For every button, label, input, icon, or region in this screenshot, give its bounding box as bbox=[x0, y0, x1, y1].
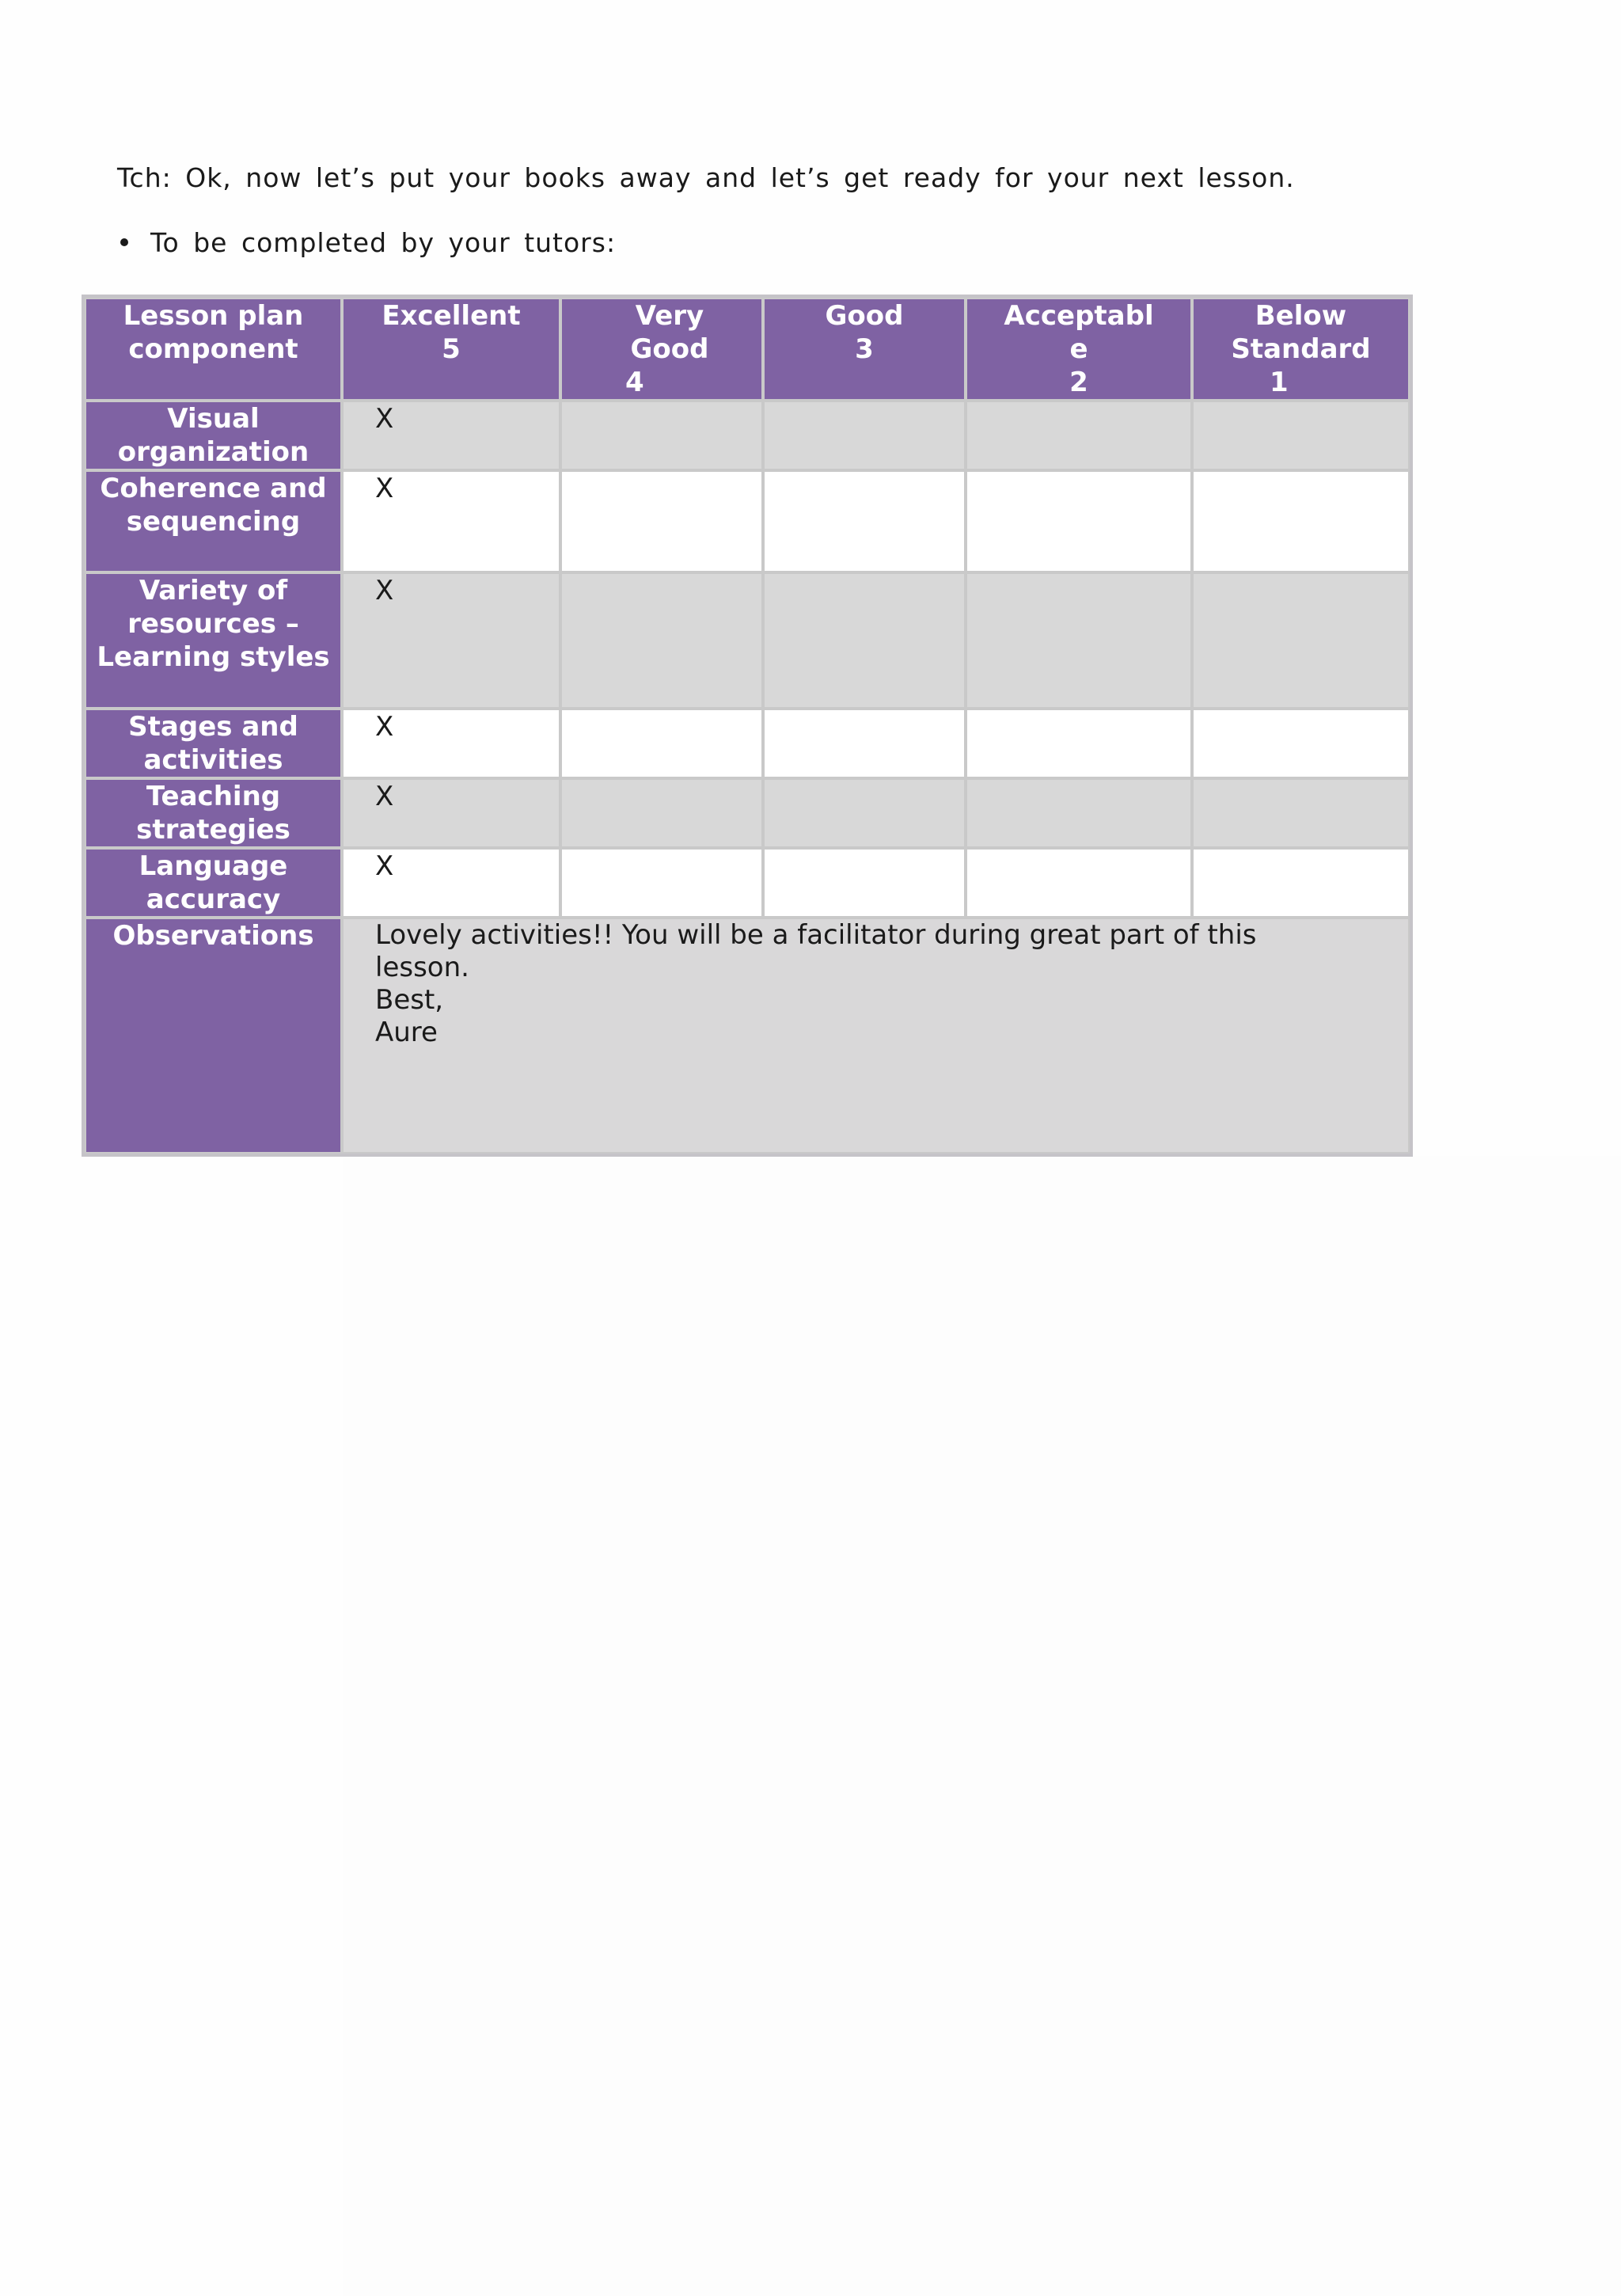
table-row bbox=[85, 470, 1410, 572]
cell-acceptable[interactable] bbox=[966, 401, 1192, 470]
check-mark: X bbox=[375, 575, 394, 606]
check-mark: X bbox=[375, 403, 394, 435]
row-label: Stages and activities bbox=[85, 709, 342, 778]
row-label: Language accuracy bbox=[85, 848, 342, 918]
check-mark: X bbox=[375, 781, 394, 812]
cell-excellent[interactable] bbox=[342, 778, 560, 848]
cell-below-standard[interactable] bbox=[1192, 572, 1410, 709]
observations-row bbox=[85, 918, 1410, 1154]
cell-acceptable[interactable] bbox=[966, 470, 1192, 572]
observation-signature: Aure bbox=[375, 1017, 438, 1048]
bullet-icon bbox=[120, 238, 128, 246]
cell-below-standard[interactable] bbox=[1192, 709, 1410, 778]
table-row bbox=[85, 778, 1410, 848]
cell-good[interactable] bbox=[763, 778, 966, 848]
header-very-good: Very Good 4 bbox=[560, 298, 763, 401]
bullet-text: To be completed by your tutors: bbox=[150, 227, 617, 258]
evaluation-rubric-table bbox=[82, 295, 1413, 1157]
header-acceptable: Acceptabl e 2 bbox=[966, 298, 1192, 401]
cell-good[interactable] bbox=[763, 572, 966, 709]
check-mark: X bbox=[375, 711, 394, 743]
cell-very-good[interactable] bbox=[560, 572, 763, 709]
cell-acceptable[interactable] bbox=[966, 848, 1192, 918]
page-background bbox=[343, 1156, 1621, 2296]
cell-below-standard[interactable] bbox=[1192, 778, 1410, 848]
cell-excellent[interactable] bbox=[342, 572, 560, 709]
cell-below-standard[interactable] bbox=[1192, 470, 1410, 572]
cell-excellent[interactable] bbox=[342, 401, 560, 470]
cell-excellent[interactable] bbox=[342, 848, 560, 918]
cell-acceptable[interactable] bbox=[966, 709, 1192, 778]
header-component: Lesson plan component bbox=[85, 298, 342, 401]
header-below-standard: Below Standard 1 bbox=[1192, 298, 1410, 401]
observation-line: Lovely activities!! You will be a facilitator during great part of this bbox=[375, 919, 1257, 951]
cell-good[interactable] bbox=[763, 470, 966, 572]
cell-good[interactable] bbox=[763, 848, 966, 918]
observations-text-area[interactable] bbox=[342, 918, 1410, 1154]
check-mark: X bbox=[375, 850, 394, 882]
cell-good[interactable] bbox=[763, 709, 966, 778]
row-label: Teaching strategies bbox=[85, 778, 342, 848]
dialogue-line: Tch: Ok, now let’s put your books away and let’s get ready for your next lesson. bbox=[117, 162, 1295, 193]
cell-good[interactable] bbox=[763, 401, 966, 470]
observation-line: Best, bbox=[375, 984, 444, 1016]
cell-below-standard[interactable] bbox=[1192, 848, 1410, 918]
header-good: Good 3 bbox=[763, 298, 966, 401]
row-label: Variety of resources – Learning styles bbox=[85, 572, 342, 709]
observations-label: Observations bbox=[85, 918, 342, 1154]
cell-excellent[interactable] bbox=[342, 470, 560, 572]
table-row bbox=[85, 401, 1410, 470]
cell-acceptable[interactable] bbox=[966, 572, 1192, 709]
table-row bbox=[85, 709, 1410, 778]
cell-very-good[interactable] bbox=[560, 401, 763, 470]
row-label: Coherence and sequencing bbox=[85, 470, 342, 572]
header-excellent: Excellent 5 bbox=[342, 298, 560, 401]
row-label: Visual organization bbox=[85, 401, 342, 470]
cell-very-good[interactable] bbox=[560, 848, 763, 918]
cell-very-good[interactable] bbox=[560, 470, 763, 572]
cell-below-standard[interactable] bbox=[1192, 401, 1410, 470]
table-row bbox=[85, 572, 1410, 709]
table-header-row bbox=[85, 298, 1410, 401]
cell-acceptable[interactable] bbox=[966, 778, 1192, 848]
observation-line: lesson. bbox=[375, 952, 469, 983]
cell-very-good[interactable] bbox=[560, 709, 763, 778]
cell-excellent[interactable] bbox=[342, 709, 560, 778]
check-mark: X bbox=[375, 473, 394, 504]
cell-very-good[interactable] bbox=[560, 778, 763, 848]
bullet-item bbox=[117, 227, 616, 258]
table-row bbox=[85, 848, 1410, 918]
